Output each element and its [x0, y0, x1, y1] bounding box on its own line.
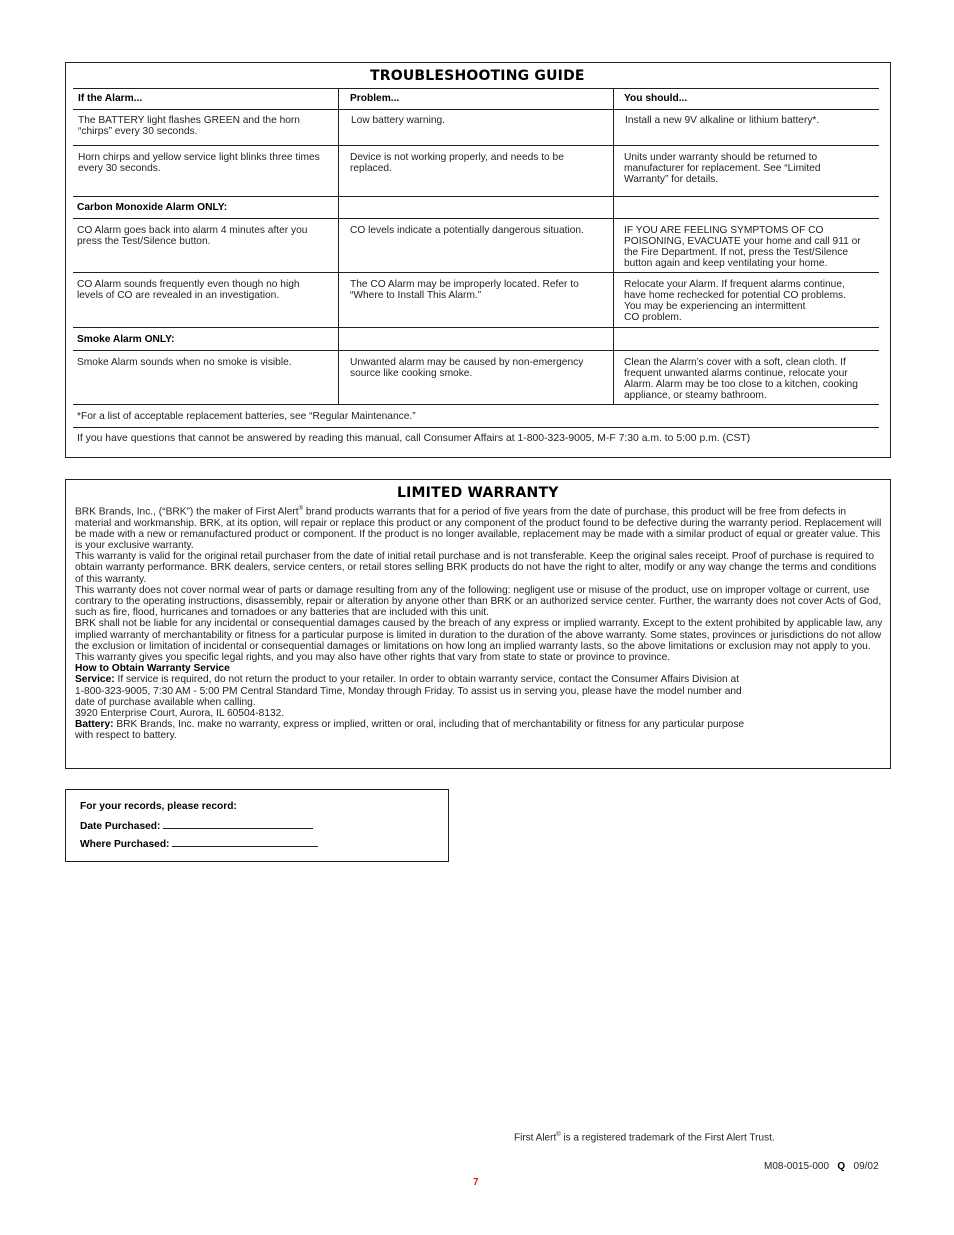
trademark-notice [514, 1129, 775, 1144]
table-rule [73, 218, 879, 219]
table-cell: Units under warranty should be returned to manufacturer for replacement. See “Limited Warranty” for details. [624, 152, 821, 185]
date-purchased-blank [163, 818, 313, 829]
date-purchased-row [80, 818, 313, 833]
date-purchased-label: Date Purchased: [80, 821, 161, 832]
table-cell: CO Alarm sounds frequently even though no high levels of CO are revealed in an investigation. [77, 279, 300, 301]
section-label-co: Carbon Monoxide Alarm ONLY: [77, 202, 228, 213]
table-rule [73, 145, 879, 146]
limited-warranty [65, 479, 891, 769]
records-box [65, 789, 449, 862]
trademark-text: First Alert [514, 1132, 557, 1144]
warranty-paragraph: This warranty is valid for the original retail purchaser from the date of initial retail purchase and is not transferable. Keep the original sales receipt. Proof of purchase is required to obtain warranty performance. BRK dealers, service centers, or retail stores selling BRK products do not have the right to alter, modify or any way change the terms and conditions of this warranty. [75, 551, 877, 585]
registered-mark: ® [556, 1132, 561, 1138]
table-cell: Relocate your Alarm. If frequent alarms continue, have home rechecked for potential CO problems. You may be experiencing an intermittent CO problem. [624, 279, 846, 323]
where-purchased-blank [172, 836, 318, 847]
service-text: If service is required, do not return the product to your retailer. In order to obtain warranty service, contact the Consumer Affairs Division at 1-800-323-9005, 7:30 AM - 5:00 PM Central Standard Time, Monday through Friday. To assist us in serving you, please have the model number and date of purchase available when calling. 3920 Enterprise Court, Aurora, IL 60504-8132. [75, 674, 742, 720]
trademark-text: is a registered trademark of the First Alert Trust. [560, 1132, 775, 1144]
warranty-paragraph [75, 504, 883, 551]
column-header-action: You should... [624, 93, 688, 104]
troubleshooting-title: TROUBLESHOOTING GUIDE [370, 68, 585, 84]
consumer-affairs-note: If you have questions that cannot be answered by reading this manual, call Consumer Affairs at 1-800-323-9005, M-F 7:30 a.m. to 5:00 p.m. (CST) [77, 433, 751, 444]
column-header-alarm: If the Alarm... [78, 93, 143, 104]
table-cell: CO Alarm goes back into alarm 4 minutes after you press the Test/Silence button. [77, 225, 308, 247]
table-rule [73, 427, 879, 428]
revision-date: 09/02 [853, 1161, 879, 1172]
battery-text: BRK Brands, Inc. make no warranty, express or implied, written or oral, including that of merchantability or fitness for any particular purpose with respect to battery. [75, 719, 745, 742]
column-header-problem: Problem... [350, 93, 400, 104]
table-rule [73, 109, 879, 110]
service-label: Service: [75, 674, 115, 686]
document-code [764, 1161, 879, 1173]
registered-mark: ® [298, 506, 304, 512]
battery-footnote: *For a list of acceptable replacement batteries, see “Regular Maintenance.” [77, 411, 416, 422]
warranty-text: BRK Brands, Inc., (“BRK”) the maker of First Alert [75, 506, 299, 518]
table-cell: Unwanted alarm may be caused by non-emergency source like cooking smoke. [350, 357, 584, 379]
table-cell: IF YOU ARE FEELING SYMPTOMS OF CO POISONING, EVACUATE your home and call 911 or the Fire Department. If not, press the Test/Silence button again and keep ventilating your home. [624, 225, 861, 269]
column-divider [338, 88, 339, 404]
table-rule [73, 272, 879, 273]
table-cell: Clean the Alarm’s cover with a soft, clean cloth. If frequent unwanted alarms continue, relocate your Alarm. Alarm may be too close to a kitchen, cooking appliance, or steamy bathroom. [624, 357, 858, 401]
warranty-text: brand products warrants that for a period of five years from the date of purchase, this product will be free from defects in material and workmanship. BRK, at its option, will repair or replace this product or any component of the product found to be defective during the warranty period. Replacement will be made with a new or remanufactured product or component. If the product is no longer available, replacement may be made with a similar product of equal or greater value. This is your exclusive warranty. [75, 506, 882, 551]
how-to-obtain-heading: How to Obtain Warranty Service [75, 663, 230, 675]
records-title: For your records, please record: [80, 801, 237, 812]
document-number: M08-0015-000 [764, 1161, 830, 1172]
warranty-body [75, 504, 883, 742]
table-cell: Low battery warning. [351, 115, 446, 126]
table-cell: Horn chirps and yellow service light blinks three times every 30 seconds. [78, 152, 320, 174]
table-cell: Device is not working properly, and needs to be replaced. [350, 152, 564, 174]
warranty-battery-paragraph [75, 719, 883, 741]
table-rule [73, 327, 879, 328]
page-number: 7 [473, 1177, 479, 1188]
troubleshooting-guide [65, 62, 891, 458]
warranty-title: LIMITED WARRANTY [397, 485, 559, 501]
battery-label: Battery: [75, 719, 114, 731]
table-rule [73, 350, 879, 351]
warranty-paragraph: This warranty does not cover normal wear of parts or damage resulting from any of the following: negligent use or misuse of the product, use on improper voltage or current, use contrary to the operating instructions, disassembly, repair or alteration by anyone other than BRK or an authorized service center. Further, the warranty does not cover Acts of God, such as fire, flood, hurricanes and tornadoes or any batteries that are included with this unit. [75, 584, 882, 619]
warranty-paragraph: BRK shall not be liable for any incidental or consequential damages caused by the breach of any express or implied warranty. Except to the extent prohibited by applicable law, any implied warranty of merchantability or fitness for a particular purpose is limited in duration to the duration of the above warranty. Some states, provinces or jurisdictions do not allow the exclusion or limitation of incidental or consequential damages or limitations on how long an implied warranty lasts, so the above limitations or exclusion may not apply to you. This warranty gives you specific legal rights, and you may also have other rights that vary from state to state or province to province. [75, 618, 883, 664]
table-rule [73, 196, 879, 197]
table-cell: CO levels indicate a potentially dangerous situation. [350, 225, 584, 236]
table-rule [73, 88, 879, 89]
where-purchased-row [80, 836, 318, 851]
table-cell: The BATTERY light flashes GREEN and the horn “chirps” every 30 seconds. [78, 115, 300, 137]
where-purchased-label: Where Purchased: [80, 839, 170, 850]
column-divider [613, 88, 614, 404]
table-rule [73, 404, 879, 405]
revision-letter: Q [837, 1161, 846, 1172]
warranty-service-paragraph [75, 674, 883, 719]
table-cell: Install a new 9V alkaline or lithium battery*. [625, 115, 820, 126]
table-cell: The CO Alarm may be improperly located. Refer to “Where to Install This Alarm.” [350, 279, 579, 301]
table-cell: Smoke Alarm sounds when no smoke is visible. [77, 357, 292, 368]
section-label-smoke: Smoke Alarm ONLY: [77, 334, 175, 345]
